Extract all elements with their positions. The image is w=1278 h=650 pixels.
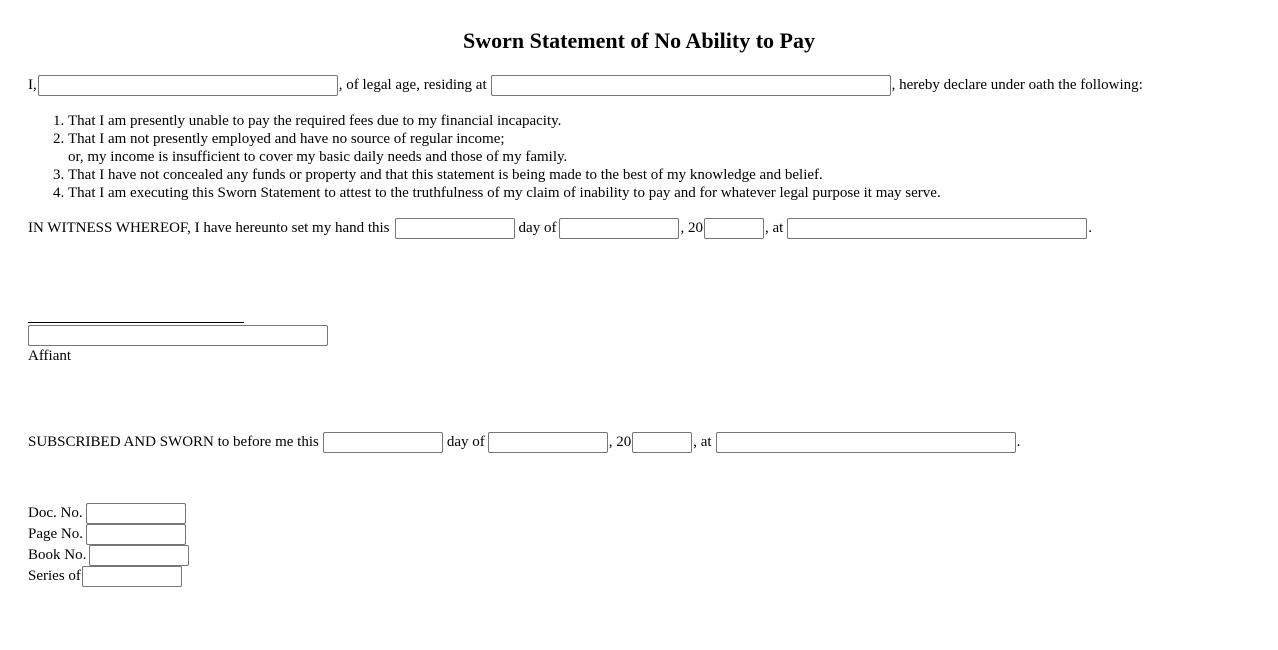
witness-day-of: day of: [518, 219, 557, 236]
clause-item: 3. That I have not concealed any funds or property and that this statement is being made to the best of my knowledge and belief.: [68, 166, 941, 184]
clauses-list: [28, 112, 941, 202]
witness-at: , at: [764, 219, 784, 236]
address-input[interactable]: [491, 75, 891, 96]
sworn-month-input[interactable]: [488, 432, 608, 453]
clause-text: That I am not presently employed and have no source of regular income;: [68, 131, 505, 147]
doc-no-label: Doc. No.: [28, 505, 83, 521]
book-no-label: Book No.: [28, 547, 87, 563]
clause-item: 4. That I am executing this Sworn Statement to attest to the truthfulness of my claim of inability to pay and for whatever legal purpose it may serve.: [68, 184, 941, 202]
page-no-row: [28, 524, 190, 545]
intro-middle: , of legal age, residing at: [338, 76, 487, 93]
page-no-label: Page No.: [28, 526, 83, 542]
book-no-input[interactable]: [89, 545, 189, 566]
doc-no-row: [28, 503, 190, 524]
witness-line: [28, 217, 1092, 239]
clause-text-continued: or, my income is insufficient to cover my basic daily needs and those of my family.: [68, 149, 568, 165]
sworn-year-input[interactable]: [632, 432, 692, 453]
notarial-registry: [28, 503, 190, 587]
sworn-at: , at: [693, 433, 712, 450]
page-no-input[interactable]: [86, 524, 186, 545]
sworn-prefix: SUBSCRIBED AND SWORN to before me this: [28, 433, 319, 450]
sworn-year-prefix: , 20: [608, 433, 632, 450]
witness-year-input[interactable]: [704, 218, 764, 239]
witness-prefix: IN WITNESS WHEREOF, I have hereunto set my hand this: [28, 219, 390, 236]
witness-year-prefix: , 20: [680, 219, 703, 236]
witness-month-input[interactable]: [559, 218, 679, 239]
sworn-end: .: [1016, 433, 1021, 450]
sworn-place-input[interactable]: [716, 432, 1016, 453]
intro-suffix: , hereby declare under oath the following:: [891, 76, 1143, 93]
sworn-line: [28, 431, 1020, 453]
book-no-row: [28, 545, 190, 566]
name-input[interactable]: [38, 75, 338, 96]
intro-prefix: I,: [28, 76, 37, 93]
doc-no-input[interactable]: [86, 503, 186, 524]
document-title: Sworn Statement of No Ability to Pay: [463, 28, 815, 53]
clause-item: 1. That I am presently unable to pay the required fees due to my financial incapacity.: [68, 112, 941, 130]
sworn-day-of: day of: [446, 433, 485, 450]
witness-place-input[interactable]: [787, 218, 1087, 239]
series-of-row: [28, 566, 190, 587]
intro-line: [28, 74, 1143, 96]
series-of-input[interactable]: [82, 566, 182, 587]
witness-end: .: [1088, 219, 1093, 236]
clause-item: [68, 130, 941, 166]
affiant-name-input[interactable]: [28, 325, 328, 346]
signature-line: [28, 322, 244, 323]
affiant-label: Affiant: [28, 348, 72, 364]
series-of-label: Series of: [28, 568, 81, 584]
sworn-day-input[interactable]: [323, 432, 443, 453]
witness-day-input[interactable]: [395, 218, 515, 239]
affiant-block: [28, 325, 328, 365]
